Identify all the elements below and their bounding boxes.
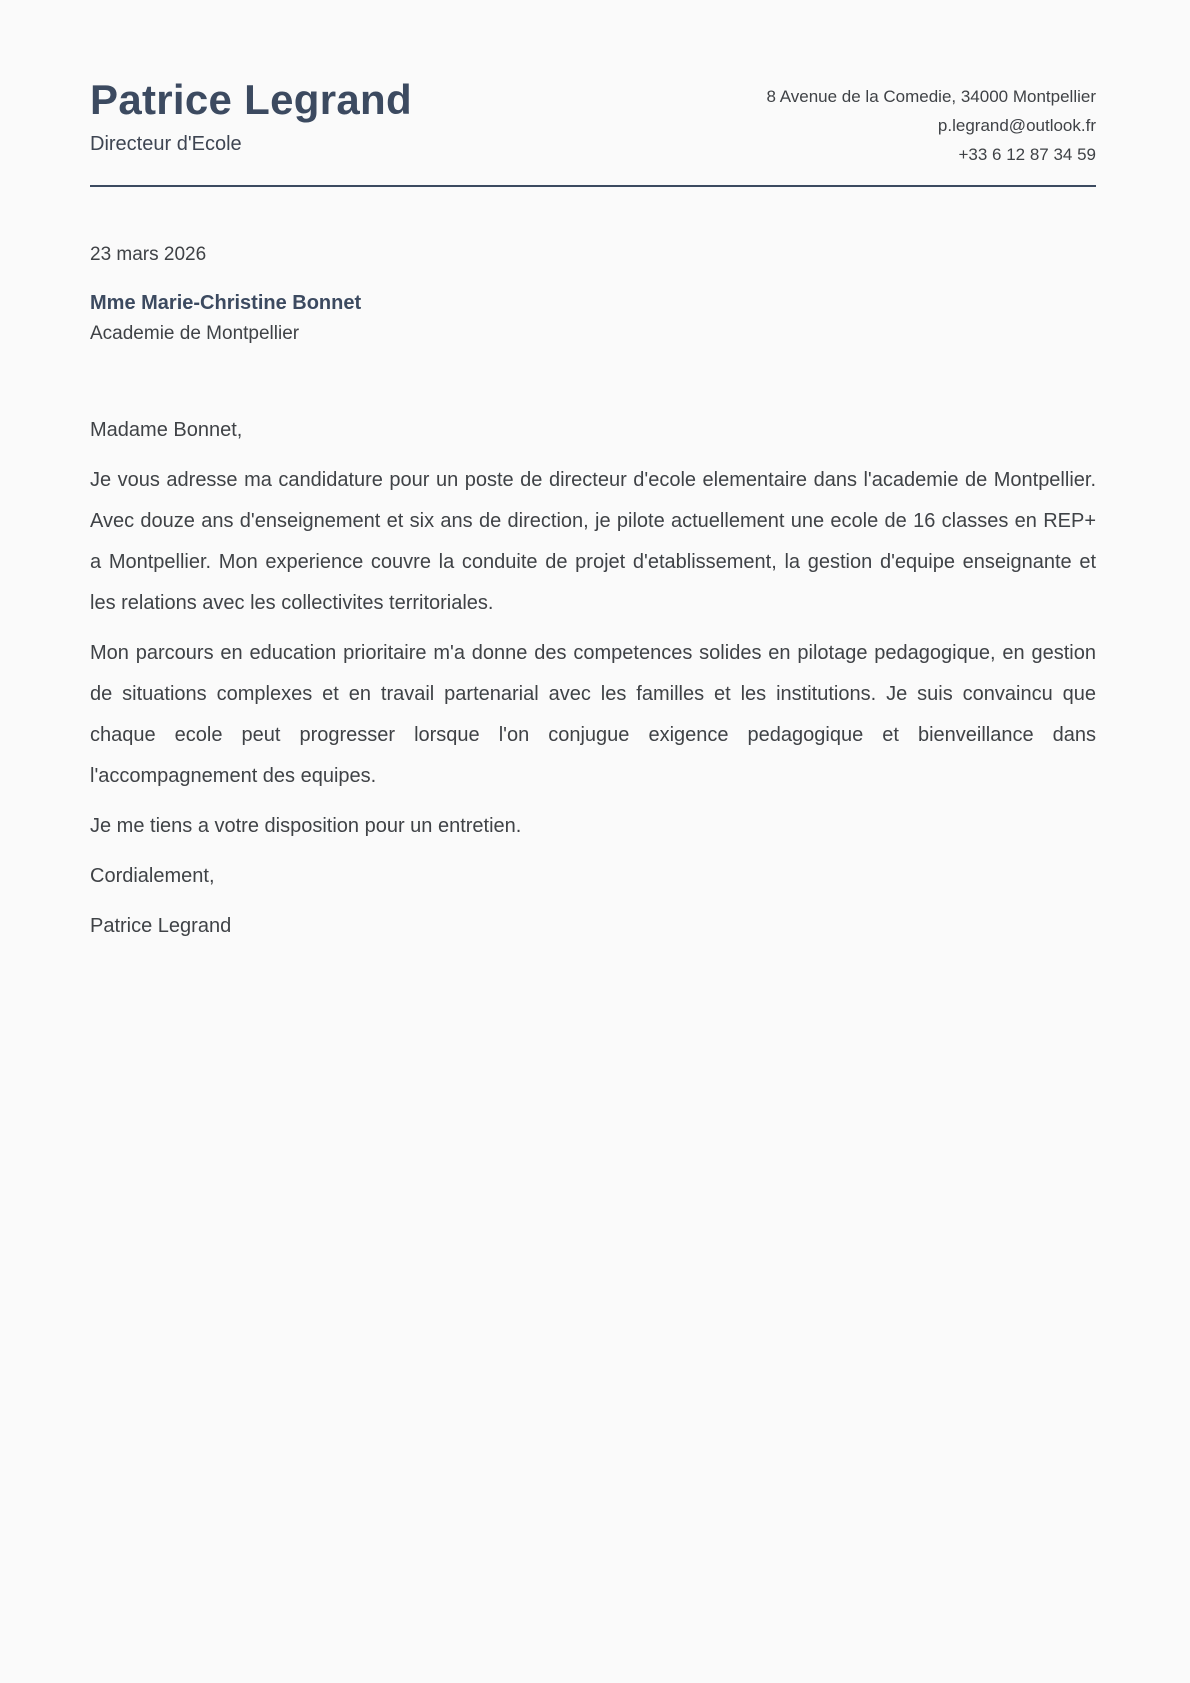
letter-date: 23 mars 2026 [90, 244, 207, 265]
contact-address: 8 Avenue de la Comedie, 34000 Montpellier [766, 87, 1096, 106]
recipient-block [90, 289, 1096, 346]
contact-info [766, 76, 1096, 169]
body-paragraph: Je me tiens a votre disposition pour un entretien. [90, 815, 522, 837]
header-divider [90, 185, 1096, 187]
closing: Cordialement, [90, 865, 215, 887]
body-paragraph: Je vous adresse ma candidature pour un poste de directeur d'ecole elementaire dans l'academie de Montpellier. Avec douze ans d'enseignement et six ans de direction, je pilote actuellement une ecole de 16 classes en REP+ a Montpellier. Mon experience couvre la conduite de projet d'etablissement, la gestion d'equipe enseignante et les relations avec les collectivites territoriales. [90, 469, 1096, 614]
salutation: Madame Bonnet, [90, 419, 243, 441]
contact-phone: +33 6 12 87 34 59 [958, 145, 1096, 164]
body-paragraph: Mon parcours en education prioritaire m'a donne des competences solides en pilotage pedagogique, en gestion de situations complexes et en travail partenarial avec les familles et les institutions. Je suis convaincu que chaque ecole peut progresser lorsque l'on conjugue exigence pedagogique et bienveillance dans l'accompagnement des equipes. [90, 642, 1096, 787]
sender-job-title: Directeur d'Ecole [90, 133, 242, 155]
letter-body [90, 410, 1096, 947]
contact-email: p.legrand@outlook.fr [937, 116, 1096, 135]
sender-name: Patrice Legrand [90, 76, 412, 123]
recipient-organization: Academie de Montpellier [90, 323, 300, 344]
signature: Patrice Legrand [90, 915, 232, 937]
letter-header [90, 76, 1096, 169]
sender-identity [90, 76, 412, 156]
recipient-name: Mme Marie-Christine Bonnet [90, 292, 362, 314]
